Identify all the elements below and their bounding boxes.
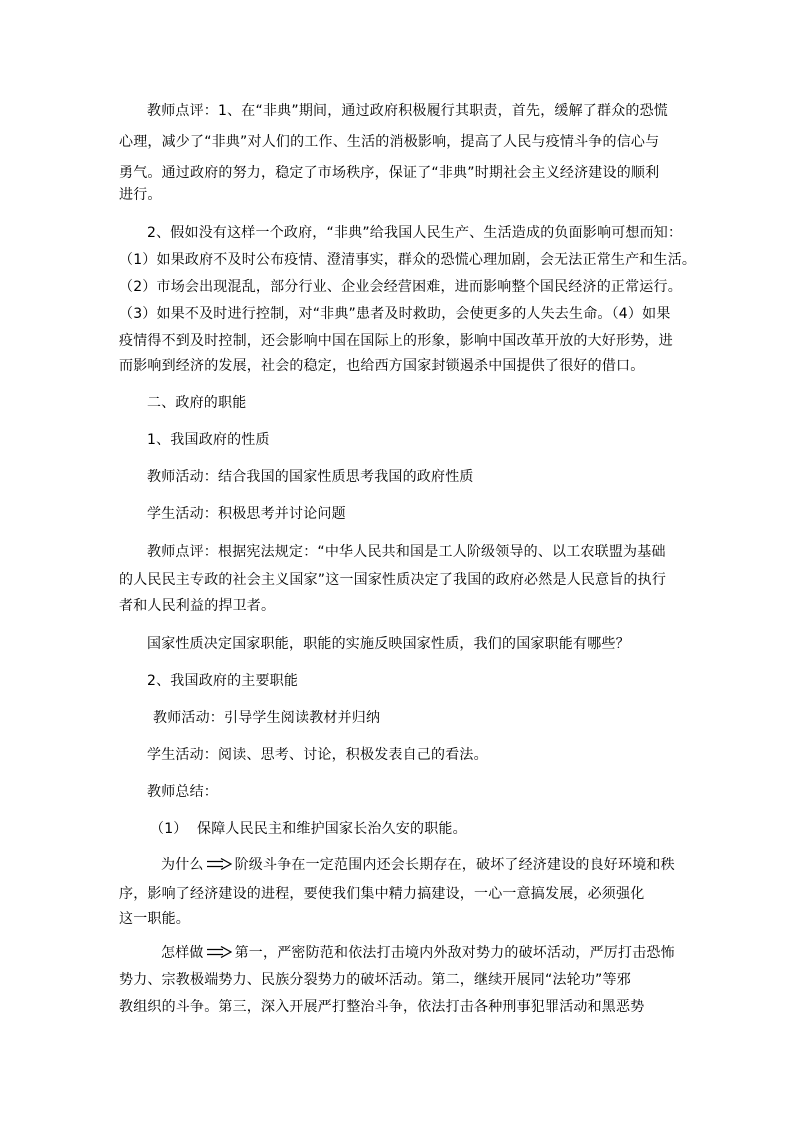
subsection-heading-1: 1、我国政府的性质 [147, 432, 270, 448]
p3-line-3: 者和人民利益的捍卫者。 [119, 598, 276, 614]
item-1-number: （1） [150, 821, 188, 837]
teacher-summary: 教师总结： [147, 784, 218, 800]
double-right-arrow-icon [206, 858, 232, 870]
how-label: 怎样做 [161, 945, 204, 961]
how-line-3: 教组织的斗争。第三，深入开展严打整治斗争，依法打击各种刑事犯罪活动和黑恶势 [119, 999, 645, 1015]
double-right-arrow-icon [206, 946, 232, 958]
p3-line-2: 的人民民主专政的社会主义国家”这一国家性质决定了我国的政府必然是人民意旨的执行 [119, 572, 667, 588]
student-activity-1: 学生活动：积极思考并讨论问题 [147, 506, 346, 522]
subsection-heading-2: 2、我国政府的主要职能 [147, 673, 299, 689]
p3-line-1: 教师点评：根据宪法规定：“中华人民共和国是工人阶级领导的、以工农联盟为基础 [147, 544, 666, 560]
how-line-1 [161, 943, 675, 963]
p2-line-2: （1）如果政府不及时公布疫情、澄清事实，群众的恐慌心理加剧，会无法正常生产和生活。 [119, 252, 697, 268]
teacher-activity-1: 教师活动：结合我国的国家性质思考我国的政府性质 [147, 469, 474, 485]
why-line-2: 序，影响了经济建设的进程，要使我们集中精力搞建设，一心一意搞发展，必须强化 [119, 886, 645, 902]
why-line-1 [161, 855, 675, 875]
p1-line-3: 勇气。通过政府的努力，稳定了市场秩序，保证了“非典”时期社会主义经济建设的顺利 [119, 165, 660, 181]
section-heading: 二、政府的职能 [147, 395, 247, 411]
why-text-1: 阶级斗争在一定范围内还会长期存在，破坏了经济建设的良好环境和秩 [234, 857, 675, 873]
p2-line-6: 而影响到经济的发展，社会的稳定，也给西方国家封锁遏杀中国提供了很好的借口。 [119, 358, 645, 374]
p1-line-4: 进行。 [119, 187, 162, 203]
why-line-3: 这一职能。 [119, 911, 190, 927]
p2-line-1: 2、假如没有这样一个政府，“非典”给我国人民生产、生活造成的负面影响可想而知： [147, 225, 683, 241]
how-line-2: 势力、宗教极端势力、民族分裂势力的破坏活动。第二，继续开展同“法轮功”等邪 [119, 972, 631, 988]
student-activity-2: 学生活动：阅读、思考、讨论，积极发表自己的看法。 [147, 747, 488, 763]
p2-line-3: （2）市场会出现混乱，部分行业、企业会经营困难，进而影响整个国民经济的正常运行。 [119, 279, 682, 295]
teacher-activity-2: 教师活动：引导学生阅读教材并归纳 [153, 710, 381, 726]
p4: 国家性质决定国家职能，职能的实施反映国家性质，我们的国家职能有哪些？ [147, 636, 630, 652]
p1-line-1: 教师点评：1、在“非典”期间，通过政府积极履行其职责，首先，缓解了群众的恐慌 [147, 103, 669, 119]
item-1-text: 保障人民民主和维护国家长治久安的职能。 [197, 821, 467, 837]
how-text-1: 第一，严密防范和依法打击境内外敌对势力的破坏活动，严厉打击恐怖 [234, 945, 675, 961]
why-label: 为什么 [161, 857, 204, 873]
p2-line-5: 疫情得不到及时控制，还会影响中国在国际上的形象，影响中国改革开放的大好形势，进 [119, 333, 673, 349]
p2-line-4: （3）如果不及时进行控制，对“非典”患者及时救助，会使更多的人失去生命。（4）如果 [119, 306, 671, 322]
p1-line-2: 心理，减少了“非典”对人们的工作、生活的消极影响，提高了人民与疫情斗争的信心与 [119, 134, 660, 150]
